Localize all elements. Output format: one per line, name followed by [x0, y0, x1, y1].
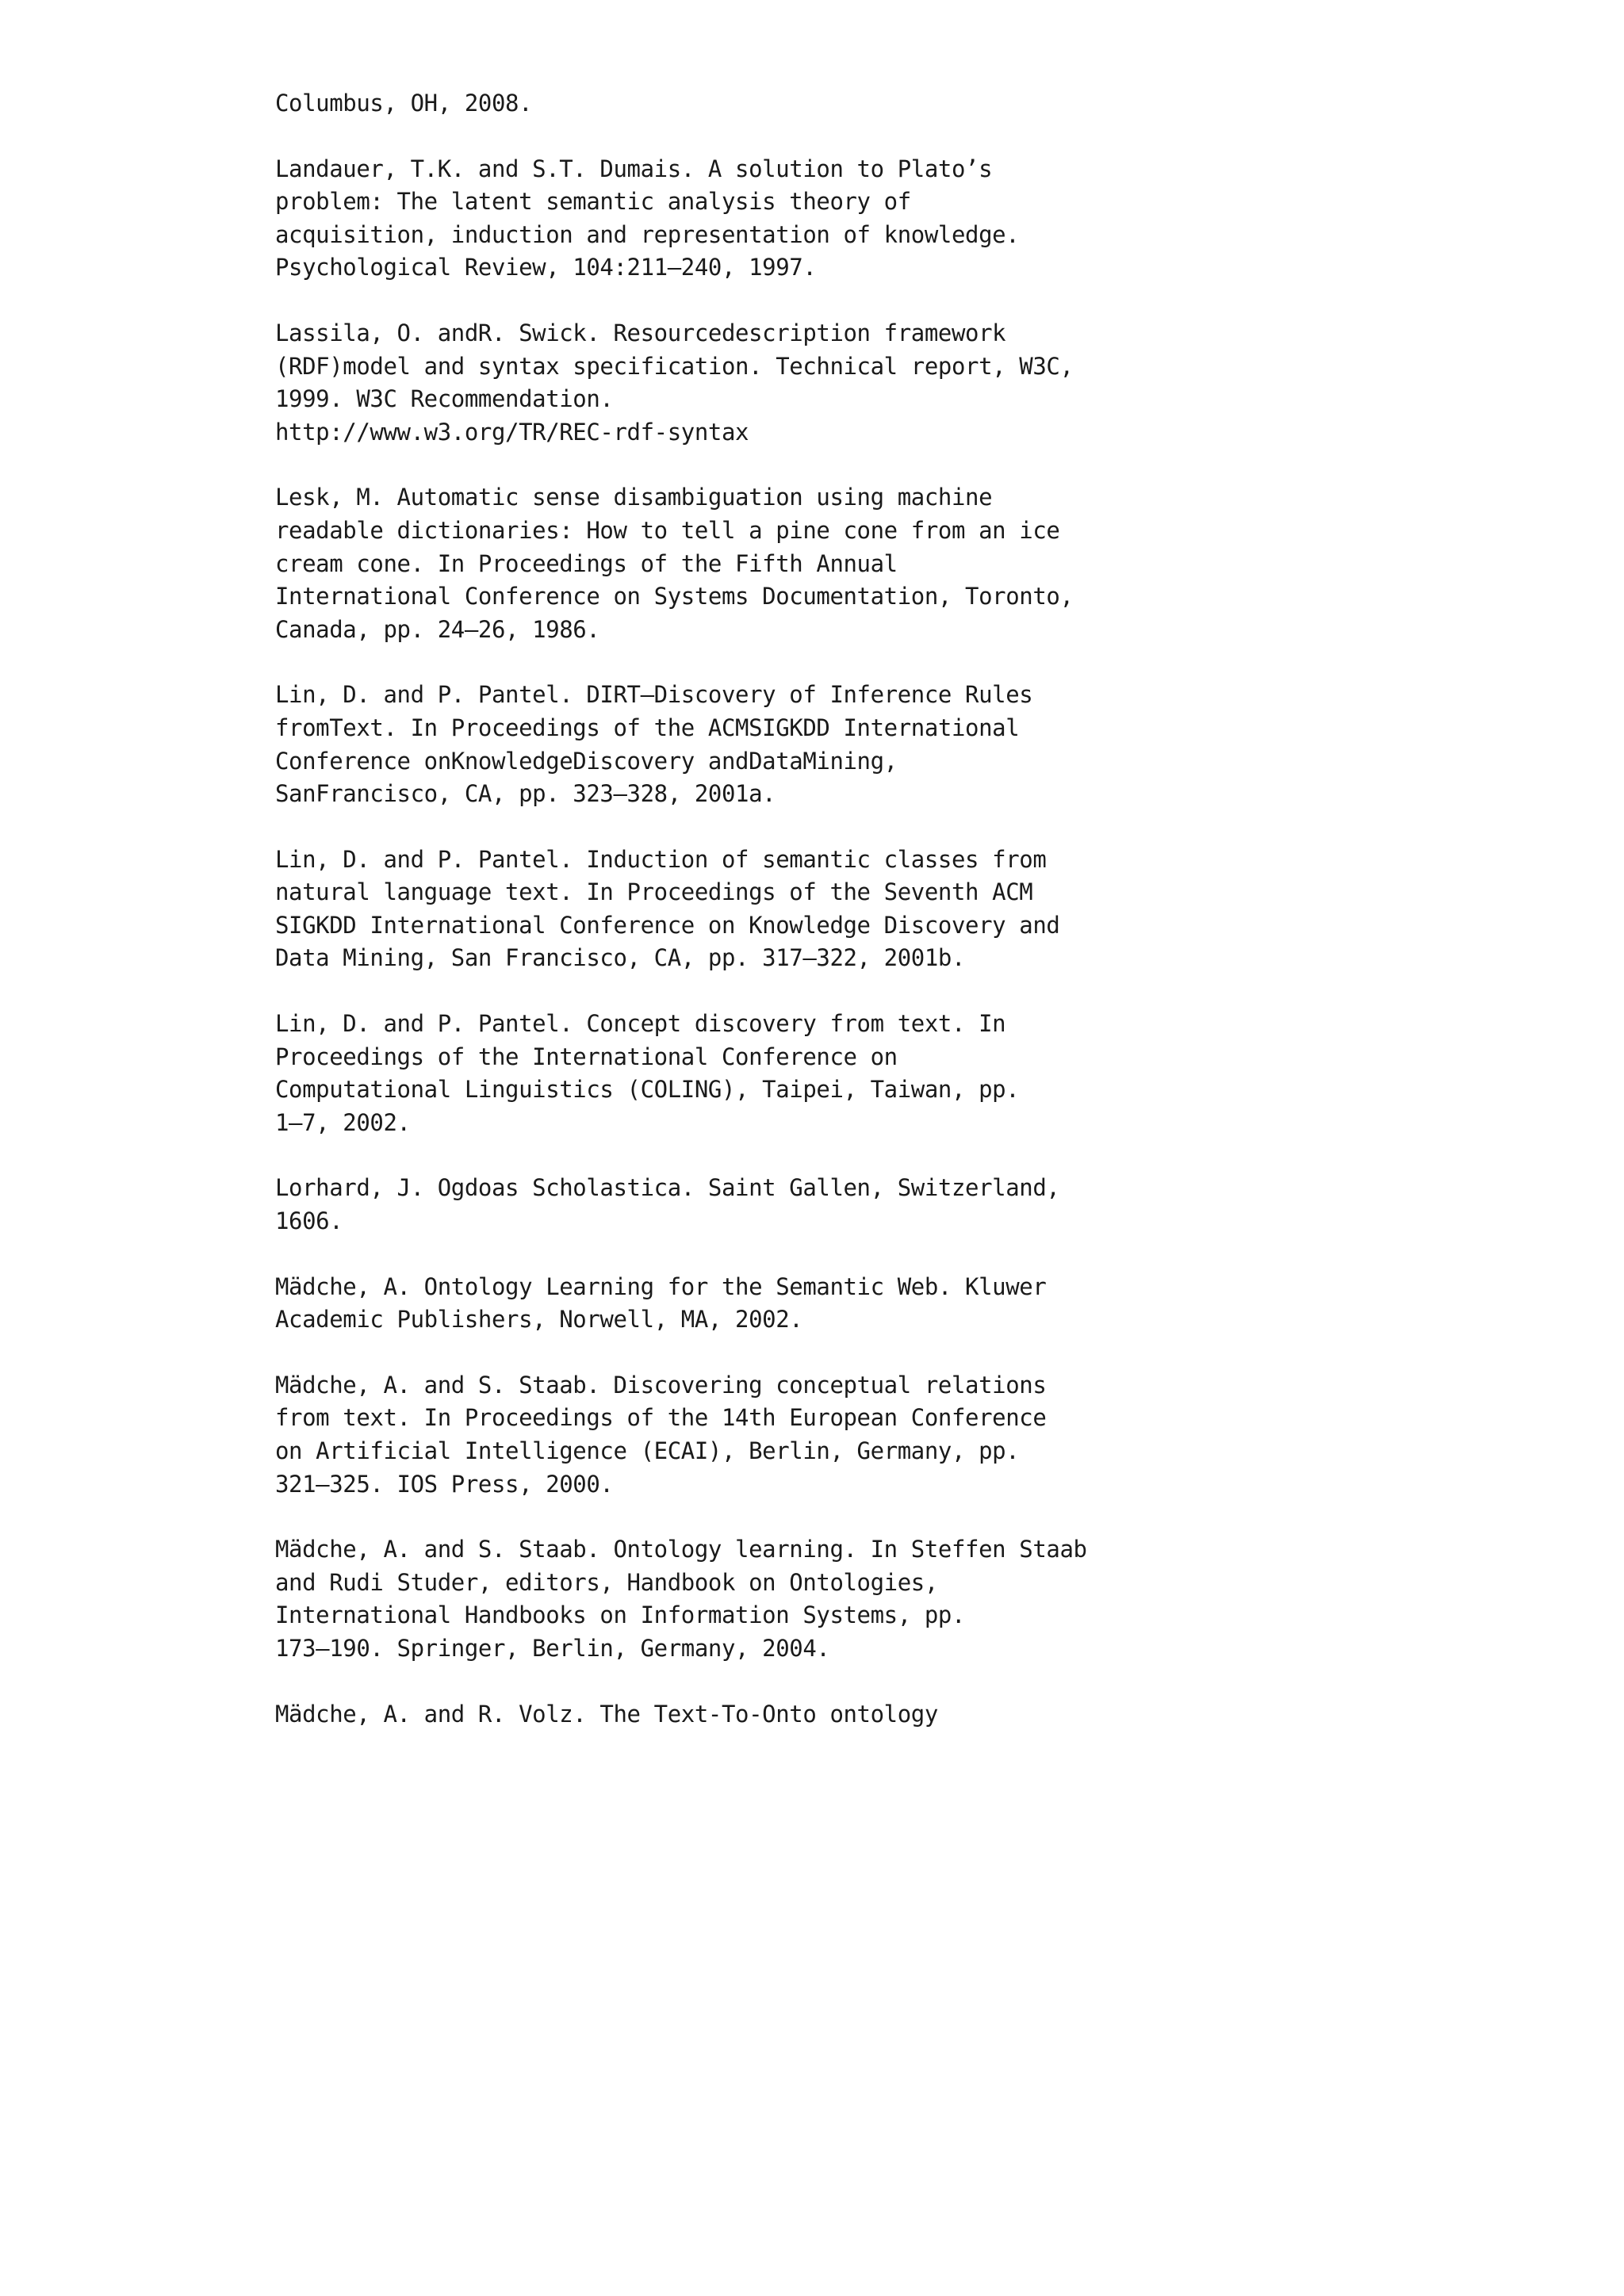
- reference-line: International Handbooks on Information Systems, pp.: [275, 1601, 966, 1629]
- reference-line: Data Mining, San Francisco, CA, pp. 317–322, 2001b.: [275, 944, 966, 972]
- reference-line: Lin, D. and P. Pantel. Concept discovery from text. In: [275, 1010, 1006, 1038]
- reference-line: SanFrancisco, CA, pp. 323–328, 2001a.: [275, 780, 776, 808]
- reference-line: on Artificial Intelligence (ECAI), Berlin, Germany, pp.: [275, 1437, 1020, 1464]
- reference-line: Academic Publishers, Norwell, MA, 2002.: [275, 1306, 803, 1334]
- reference-entry: [275, 153, 1584, 285]
- reference-entry: [275, 679, 1584, 810]
- reference-line: 173–190. Springer, Berlin, Germany, 2004.: [275, 1634, 830, 1662]
- reference-line: Landauer, T.K. and S.T. Dumais. A solution to Plato’s: [275, 155, 993, 182]
- reference-entry: [275, 844, 1584, 975]
- reference-line: Lesk, M. Automatic sense disambiguation using machine: [275, 484, 993, 511]
- reference-line: International Conference on Systems Documentation, Toronto,: [275, 583, 1074, 610]
- reference-list: [275, 87, 1584, 1763]
- reference-line: Mädche, A. and R. Volz. The Text-To-Onto ontology: [275, 1700, 938, 1728]
- reference-line: Mädche, A. and S. Staab. Discovering conceptual relations: [275, 1371, 1047, 1399]
- reference-line: Canada, pp. 24–26, 1986.: [275, 615, 600, 643]
- reference-line: natural language text. In Proceedings of the Seventh ACM: [275, 878, 1033, 906]
- reference-line: Proceedings of the International Conference on: [275, 1043, 898, 1070]
- reference-line: acquisition, induction and representation of knowledge.: [275, 220, 1020, 248]
- reference-entry: [275, 1172, 1584, 1238]
- reference-entry: [275, 1369, 1584, 1501]
- reference-line: Psychological Review, 104:211–240, 1997.: [275, 254, 817, 281]
- reference-entry: [275, 1008, 1584, 1139]
- reference-line: readable dictionaries: How to tell a pine cone from an ice: [275, 516, 1060, 544]
- reference-line: Lorhard, J. Ogdoas Scholastica. Saint Gallen, Switzerland,: [275, 1174, 1060, 1202]
- reference-line: Lassila, O. andR. Swick. Resourcedescription framework: [275, 319, 1006, 346]
- reference-line: Mädche, A. Ontology Learning for the Semantic Web. Kluwer: [275, 1272, 1047, 1300]
- reference-line: Mädche, A. and S. Staab. Ontology learning. In Steffen Staab: [275, 1536, 1087, 1563]
- reference-line: cream cone. In Proceedings of the Fifth Annual: [275, 549, 898, 577]
- reference-entry: [275, 481, 1584, 646]
- reference-line: 1–7, 2002.: [275, 1108, 411, 1136]
- reference-line: from text. In Proceedings of the 14th European Conference: [275, 1404, 1047, 1432]
- reference-entry: [275, 1271, 1584, 1337]
- reference-line: 321–325. IOS Press, 2000.: [275, 1470, 614, 1498]
- reference-line: (RDF)model and syntax specification. Technical report, W3C,: [275, 352, 1074, 380]
- reference-line: Conference onKnowledgeDiscovery andDataMining,: [275, 747, 898, 775]
- reference-line: Columbus, OH, 2008.: [275, 90, 533, 117]
- reference-entry: [275, 1533, 1584, 1665]
- reference-line: fromText. In Proceedings of the ACMSIGKDD International: [275, 714, 1020, 741]
- reference-url: http://www.w3.org/TR/REC-rdf-syntax: [275, 418, 749, 446]
- reference-entry: [275, 1698, 1584, 1732]
- reference-line: Lin, D. and P. Pantel. DIRT—Discovery of Inference Rules: [275, 681, 1033, 709]
- reference-entry: [275, 87, 1584, 121]
- reference-line: problem: The latent semantic analysis theory of: [275, 188, 911, 216]
- reference-line: and Rudi Studer, editors, Handbook on Ontologies,: [275, 1568, 938, 1596]
- reference-entry: [275, 317, 1584, 449]
- reference-line: 1999. W3C Recommendation.: [275, 385, 614, 413]
- reference-line: Computational Linguistics (COLING), Taipei, Taiwan, pp.: [275, 1076, 1020, 1104]
- reference-line: Lin, D. and P. Pantel. Induction of semantic classes from: [275, 845, 1047, 873]
- reference-line: 1606.: [275, 1207, 343, 1235]
- reference-line: SIGKDD International Conference on Knowledge Discovery and: [275, 911, 1060, 939]
